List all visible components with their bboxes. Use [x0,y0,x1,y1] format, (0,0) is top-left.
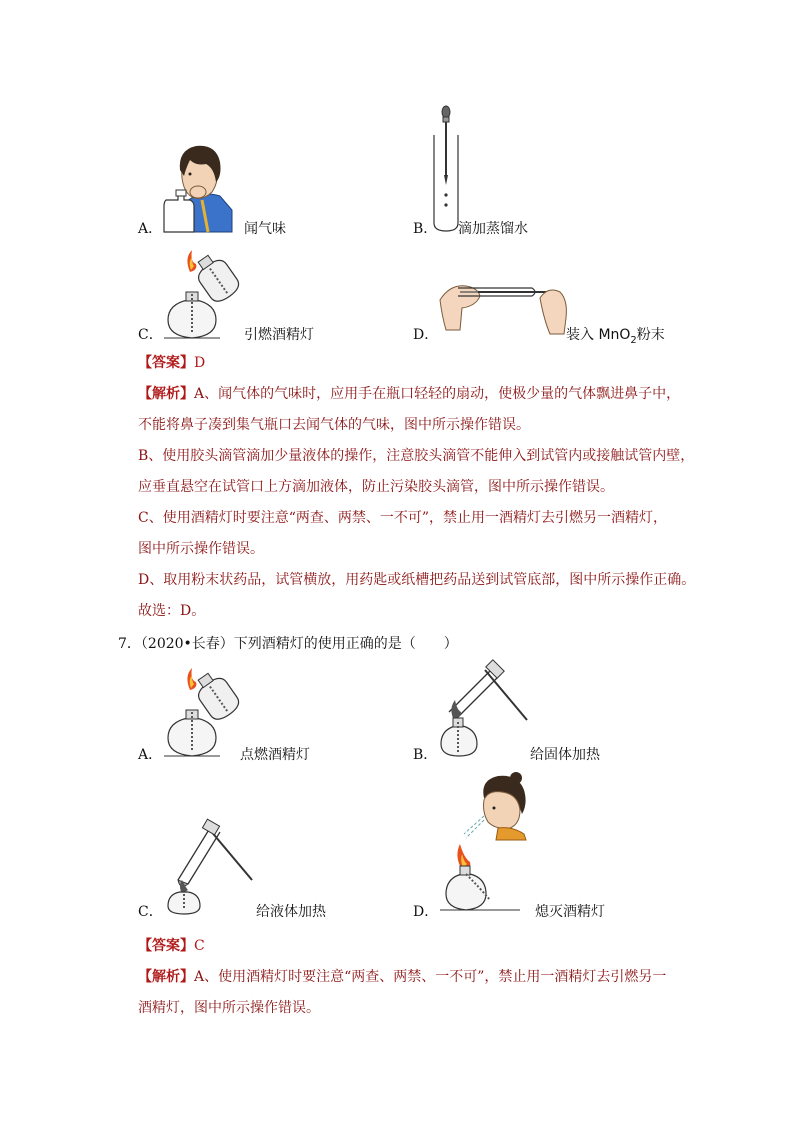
q6-analysis-line-3: B、使用胶头滴管滴加少量液体的操作，注意胶头滴管不能伸入到试管内或接触试管内壁， [138,448,695,464]
q6-analysis-line-4: 应垂直悬空在试管口上方滴加液体，防止污染胶头滴管，图中所示操作错误。 [138,479,614,495]
q7-analysis-text-1: A、使用酒精灯时要注意“两查、两禁、一不可”，禁止用一酒精灯去引燃另一 [194,969,667,985]
q7-analysis-line-2: 酒精灯，图中所示操作错误。 [138,1000,320,1016]
q7-analysis-label: 【解析】 [138,969,194,985]
q6-answer-label: 【答案】 [138,355,194,371]
q6-analysis [138,384,698,632]
q6-analysis-line-7: D、取用粉末状药品，试管横放，用药匙或纸槽把药品送到试管底部，图中所示操作正确。 [138,572,696,588]
q7-option-c-letter: C． [138,904,163,920]
q6-option-c-caption: 引燃酒精灯 [244,327,314,343]
blow-out-lamp-icon [440,770,540,915]
dropper-test-tube-icon [430,105,460,235]
q7-option-a-letter: A． [138,747,163,763]
smell-gas-figure-icon [160,140,240,235]
q7-stem: 7．（2020•长春）下列酒精灯的使用正确的是（ ） [118,636,458,652]
q6-analysis-line-1 [138,384,698,415]
q6-option-d-caption-prefix: 装入 MnO [566,327,631,343]
q6-option-d-caption-sub: 2 [630,334,637,346]
heat-liquid-tube-icon [160,818,260,918]
q6-analysis-line-2: 不能将鼻子凑到集气瓶口去闻气体的气味，图中所示操作错误。 [138,417,530,433]
q6-analysis-line-6: 图中所示操作错误。 [138,541,264,557]
q6-answer [138,352,205,372]
q6-option-d-letter: D． [413,327,439,343]
q7-answer-label: 【答案】 [138,938,194,954]
q6-analysis-line-5: C、使用酒精灯时要注意“两查、两禁、一不可”，禁止用一酒精灯去引燃另一酒精灯， [138,510,668,526]
q6-option-d-caption [566,324,665,346]
q6-option-a-letter: A． [138,221,163,237]
q6-analysis-line-8: 故选：D。 [138,603,206,619]
q7-analysis [138,967,698,1029]
q7-answer [138,935,205,955]
lamp-ignite-from-lamp-icon [160,250,250,342]
q7-option-d-caption: 熄灭酒精灯 [535,904,605,920]
q6-option-b-caption: 滴加蒸馏水 [458,221,528,237]
q6-option-a-caption: 闻气味 [244,221,286,237]
q7-option-b-letter: B． [413,747,438,763]
load-powder-tube-icon [440,270,570,340]
q6-option-c-letter: C． [138,327,163,343]
q7-lamp-ignite-from-lamp-icon [160,668,250,760]
q7-option-a-caption: 点燃酒精灯 [240,747,310,763]
q6-option-d-caption-suffix: 粉末 [636,327,665,343]
q6-answer-value: D [194,355,206,371]
q7-analysis-line-1 [138,967,698,998]
q7-option-c-caption: 给液体加热 [256,904,326,920]
q6-option-b-letter: B． [413,221,438,237]
q6-analysis-label: 【解析】 [138,386,194,402]
q6-analysis-text-1: A、闻气体的气味时，应用手在瓶口轻轻的扇动，使极少量的气体飘进鼻子中， [194,386,681,402]
q7-option-b-caption: 给固体加热 [530,747,600,763]
heat-solid-tube-icon [435,660,535,760]
q7-option-d-letter: D． [413,904,439,920]
q7-answer-value: C [194,938,205,954]
